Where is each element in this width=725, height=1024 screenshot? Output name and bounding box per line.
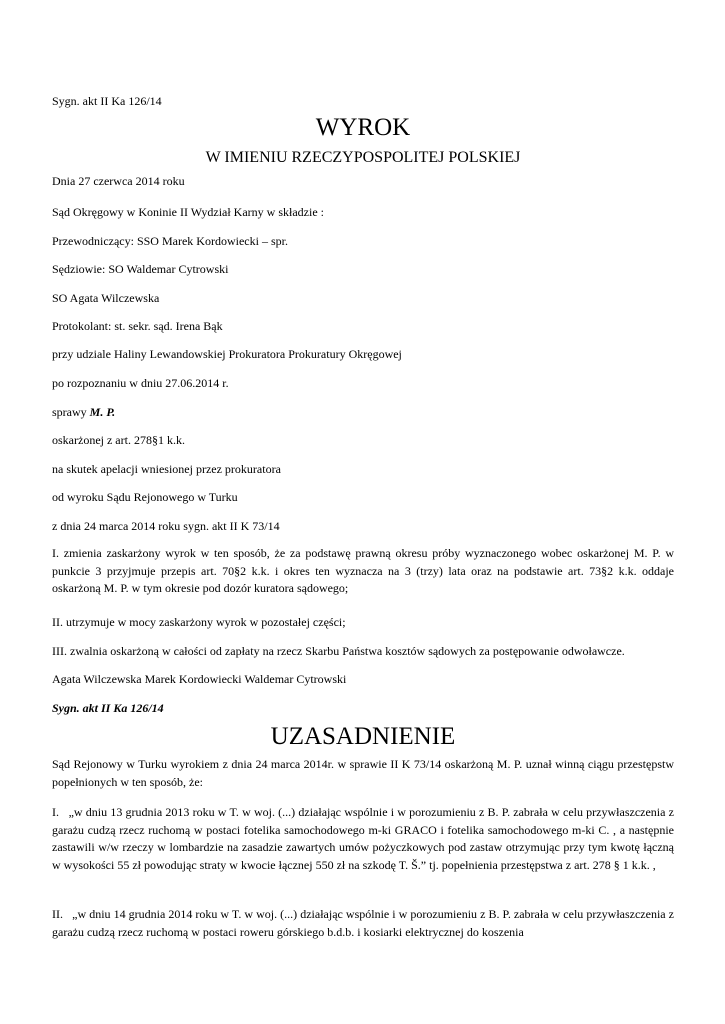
- judgment-date: Dnia 27 czerwca 2014 roku: [52, 174, 185, 188]
- point-1-number: I.: [52, 805, 59, 819]
- point-1-text: „w dniu 13 grudnia 2013 roku w T. w woj. (...) działając wspólnie i w porozumieniu z B. P. zabrała w celu przywłaszczenia z garażu cudzą rzecz ruchomą w postaci fotelika samochodowego m-ki GRACO i fotelika samochodowego m-ki C. , a następnie zastawili w/w rzeczy w lombardzie na zasadzie zawartych umów pożyczkowych pod zastaw otrzymując przy tym kwotę łączną w wysokości 55 zł powodując straty w kwocie łącznej 550 zł na szkodę T. Š.” tj. popełnienia przestępstwa z art. 278 § 1 k.k. ,: [52, 805, 674, 872]
- signatories-line: Agata Wilczewska Marek Kordowiecki Waldemar Cytrowski: [52, 672, 347, 686]
- appeal-line: na skutek apelacji wniesionej przez prokuratora: [52, 462, 281, 476]
- presiding-judge: Przewodniczący: SSO Marek Kordowiecki – spr.: [52, 234, 288, 248]
- case-signature-top: Sygn. akt II Ka 126/14: [52, 94, 162, 108]
- judges-line: Sędziowie: SO Waldemar Cytrowski: [52, 262, 229, 276]
- ruling-point-2: II. utrzymuje w mocy zaskarżony wyrok w pozostałej części;: [52, 615, 346, 629]
- case-of-line: [52, 405, 115, 419]
- lower-court-line: od wyroku Sądu Rejonowego w Turku: [52, 490, 238, 504]
- hearing-date-line: po rozpoznaniu w dniu 27.06.2014 r.: [52, 376, 229, 390]
- point-2-number: II.: [52, 907, 63, 921]
- case-signature-bottom: Sygn. akt II Ka 126/14: [52, 701, 164, 715]
- lower-court-date-line: z dnia 24 marca 2014 roku sygn. akt II K 73/14: [52, 519, 280, 533]
- justification-intro: Sąd Rejonowy w Turku wyrokiem z dnia 24 marca 2014r. w sprawie II K 73/14 oskarżoną M. P. uznał winną ciągu przestępstw popełnionych w ten sposób, że:: [52, 757, 674, 789]
- ruling-point-1: I. zmienia zaskarżony wyrok w ten sposób, że za podstawę prawną okresu próby wyznaczonego wobec oskarżonej M. P. w punkcie 3 przyjmuje przepis art. 70§2 k.k. i okres ten wyznacza na 3 (trzy) lata oraz na podstawie art. 73§2 k.k. oddaje oskarżoną M. P. w tym okresie pod dozór kuratora sądowego;: [52, 546, 674, 595]
- document-title: WYROK: [315, 114, 411, 141]
- court-composition: Sąd Okręgowy w Koninie II Wydział Karny w składzie :: [52, 205, 324, 219]
- document-subtitle: W IMIENIU RZECZYPOSPOLITEJ POLSKIEJ: [205, 149, 521, 166]
- justification-title: UZASADNIENIE: [270, 723, 456, 750]
- case-of-prefix: sprawy: [52, 405, 90, 419]
- ruling-point-3: III. zwalnia oskarżoną w całości od zapłaty na rzecz Skarbu Państwa kosztów sądowych za postępowanie odwoławcze.: [52, 644, 625, 658]
- justification-point-1: [52, 804, 674, 874]
- charge-line: oskarżonej z art. 278§1 k.k.: [52, 433, 185, 447]
- judge-second: SO Agata Wilczewska: [52, 291, 160, 305]
- clerk-line: Protokolant: st. sekr. sąd. Irena Bąk: [52, 319, 223, 333]
- defendant-name: M. P.: [89, 405, 116, 419]
- prosecutor-line: przy udziale Haliny Lewandowskiej Prokuratora Prokuratury Okręgowej: [52, 347, 402, 361]
- justification-point-2: [52, 906, 674, 941]
- point-2-text: „w dniu 14 grudnia 2014 roku w T. w woj. (...) działając wspólnie i w porozumieniu z B. P. zabrała w celu przywłaszczenia z garażu cudzą rzecz ruchomą w postaci roweru górskiego b.d.b. i kosiarki elektrycznej do koszenia: [52, 907, 674, 939]
